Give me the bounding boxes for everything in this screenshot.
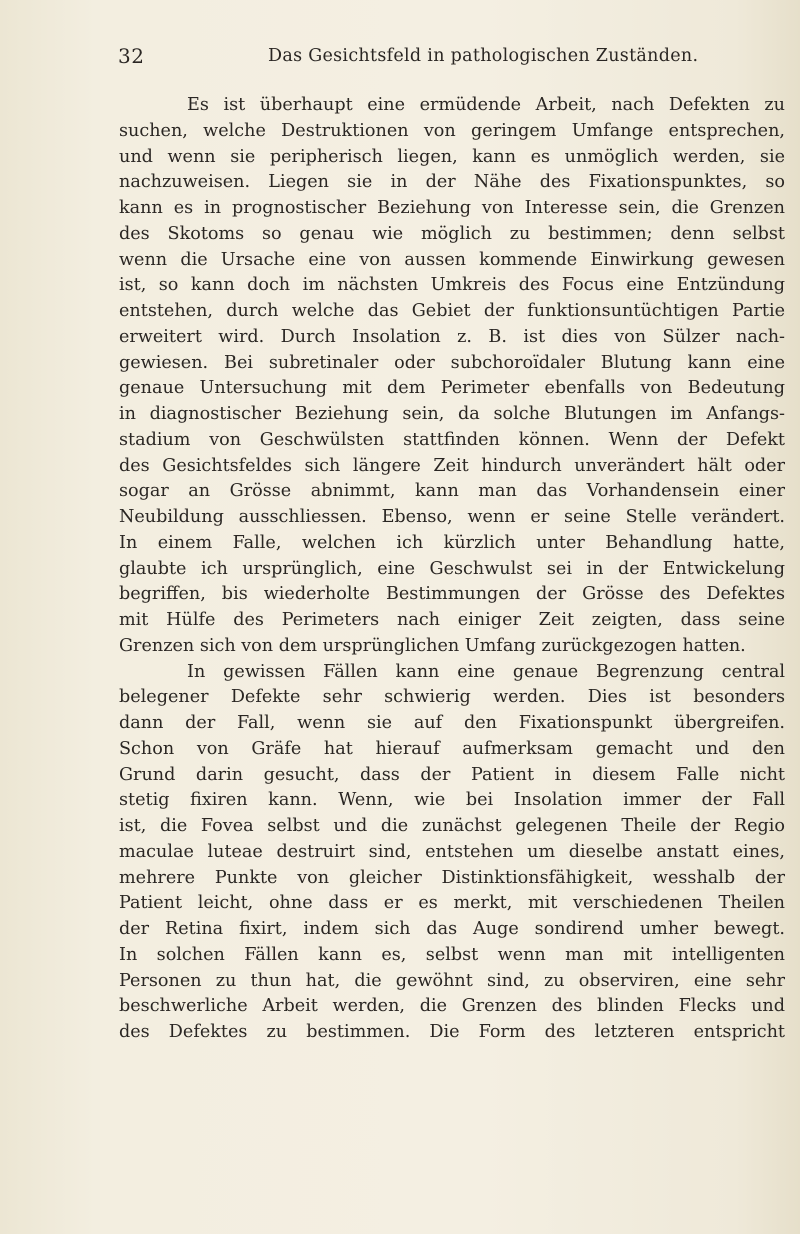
text-line: Grenzen sich von dem ursprünglichen Umfang zurückgezogen hatten.: [119, 635, 746, 656]
text-line: nachzuweisen. Liegen sie in der Nähe des Fixationspunktes, so: [119, 172, 785, 193]
text-line: Neubildung ausschliessen. Ebenso, wenn er seine Stelle verändert.: [119, 507, 785, 527]
text-line: maculae luteae destruirt sind, entstehen um dieselbe anstatt eines,: [119, 841, 785, 862]
running-head: Das Gesichtsfeld in pathologischen Zuständen.: [268, 46, 699, 66]
text-line: des Gesichtsfeldes sich längere Zeit hindurch unverändert hält oder: [119, 455, 785, 476]
text-line: in diagnostischer Beziehung sein, da solche Blutungen im Anfangs-: [119, 404, 785, 424]
text-line: glaubte ich ursprünglich, eine Geschwulst sei in der Entwickelung: [119, 558, 785, 579]
text-line: mit Hülfe des Perimeters nach einiger Zeit zeigten, dass seine: [119, 610, 785, 630]
text-line: In gewissen Fällen kann eine genaue Begrenzung central: [187, 661, 785, 682]
text-line: des Skotoms so genau wie möglich zu bestimmen; denn selbst: [119, 223, 785, 244]
text-line: Patient leicht, ohne dass er es merkt, mit verschiedenen Theilen: [119, 893, 785, 914]
text-line: entstehen, durch welche das Gebiet der funktionsuntüchtigen Partie: [119, 301, 785, 321]
body-text: [119, 93, 785, 1046]
text-line: wenn die Ursache eine von aussen kommende Einwirkung gewesen: [119, 249, 785, 270]
text-line: mehrere Punkte von gleicher Distinktionsfähigkeit, wesshalb der: [119, 867, 785, 888]
text-line: sogar an Grösse abnimmt, kann man das Vorhandensein einer: [119, 481, 785, 502]
text-line: erweitert wird. Durch Insolation z. B. ist dies von Sülzer nach-: [119, 326, 785, 347]
text-line: gewiesen. Bei subretinaler oder subchoroïdaler Blutung kann eine: [119, 352, 785, 373]
text-line: dann der Fall, wenn sie auf den Fixationspunkt übergreifen.: [119, 713, 785, 733]
text-line: des Defektes zu bestimmen. Die Form des letzteren entspricht: [119, 1022, 785, 1042]
text-line: der Retina fixirt, indem sich das Auge sondirend umher bewegt.: [119, 919, 785, 939]
text-line: Grund darin gesucht, dass der Patient in diesem Falle nicht: [119, 764, 785, 785]
text-line: belegener Defekte sehr schwierig werden. Dies ist besonders: [119, 687, 785, 708]
text-line: stadium von Geschwülsten stattfinden können. Wenn der Defekt: [119, 429, 785, 450]
text-line: Es ist überhaupt eine ermüdende Arbeit, nach Defekten zu: [187, 95, 785, 115]
text-line: genaue Untersuchung mit dem Perimeter ebenfalls von Bedeutung: [119, 378, 785, 399]
page-number: 32: [118, 44, 145, 68]
text-line: suchen, welche Destruktionen von geringem Umfange entsprechen,: [119, 120, 785, 141]
text-line: beschwerliche Arbeit werden, die Grenzen des blinden Flecks und: [119, 996, 785, 1017]
text-line: kann es in prognostischer Beziehung von Interesse sein, die Grenzen: [119, 198, 785, 218]
text-line: In einem Falle, welchen ich kürzlich unter Behandlung hatte,: [119, 532, 785, 553]
text-line: Personen zu thun hat, die gewöhnt sind, zu observiren, eine sehr: [119, 970, 785, 991]
text-line: und wenn sie peripherisch liegen, kann es unmöglich werden, sie: [119, 146, 785, 167]
text-line: ist, so kann doch im nächsten Umkreis des Focus eine Entzündung: [119, 275, 785, 296]
text-line: stetig fixiren kann. Wenn, wie bei Insolation immer der Fall: [119, 790, 785, 811]
text-line: Schon von Gräfe hat hierauf aufmerksam gemacht und den: [119, 738, 785, 759]
text-line: ist, die Fovea selbst und die zunächst gelegenen Theile der Regio: [119, 816, 785, 836]
text-line: In solchen Fällen kann es, selbst wenn man mit intelligenten: [119, 944, 785, 965]
text-line: begriffen, bis wiederholte Bestimmungen der Grösse des Defektes: [119, 584, 785, 605]
page-header: [0, 44, 800, 74]
